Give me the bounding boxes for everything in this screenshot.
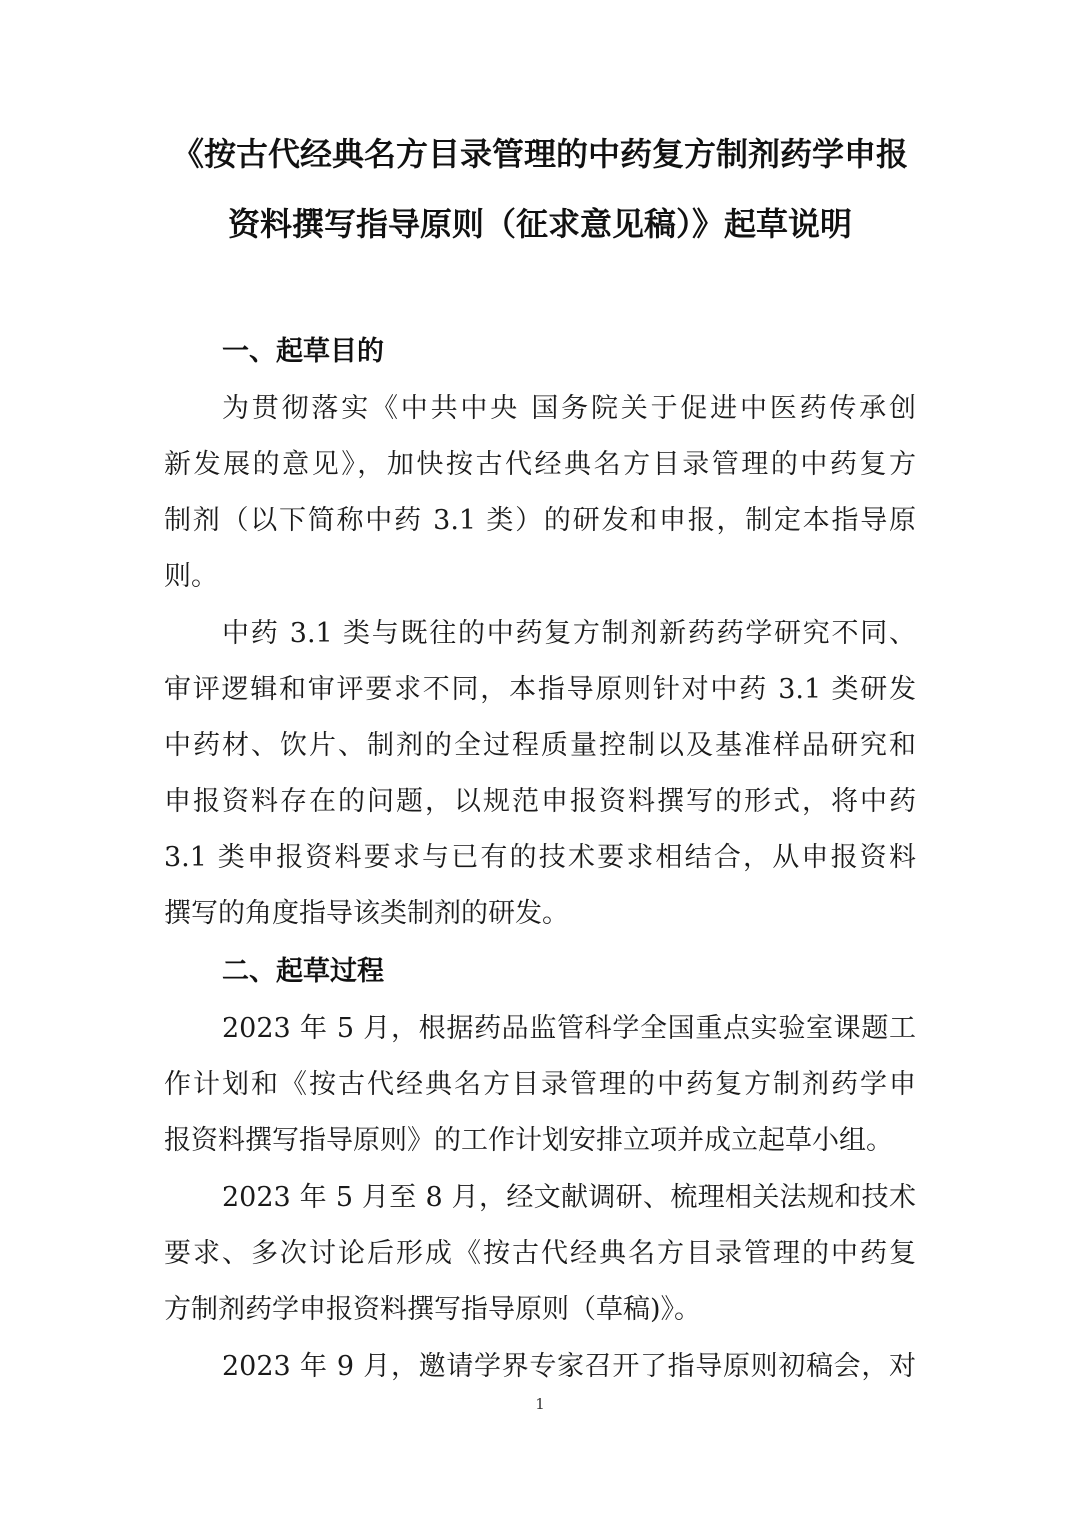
- paragraph-line: 方制剂药学申报资料撰写指导原则（草稿)》。: [164, 1294, 702, 1325]
- paragraph-line: 中药 3.1 类与既往的中药复方制剂新药药学研究不同、: [222, 618, 916, 649]
- page-number: 1: [535, 1395, 545, 1413]
- paragraph-line: 作计划和《按古代经典名方目录管理的中药复方制剂药学申: [164, 1069, 916, 1100]
- paragraph-line: 要求、多次讨论后形成《按古代经典名方目录管理的中药复: [164, 1238, 916, 1269]
- paragraph-line: 中药材、饮片、制剂的全过程质量控制以及基准样品研究和: [164, 730, 916, 761]
- document-title-line-2: 资料撰写指导原则（征求意见稿）》起草说明: [227, 205, 852, 243]
- section-heading-purpose: 一、起草目的: [222, 336, 384, 367]
- paragraph-line: 2023 年 5 月至 8 月，经文献调研、梳理相关法规和技术: [222, 1182, 916, 1213]
- paragraph-line: 撰写的角度指导该类制剂的研发。: [164, 898, 569, 929]
- paragraph-line: 审评逻辑和审评要求不同，本指导原则针对中药 3.1 类研发: [164, 674, 916, 705]
- paragraph-line: 2023 年 9 月，邀请学界专家召开了指导原则初稿会，对: [222, 1351, 916, 1382]
- paragraph-line: 为贯彻落实《中共中央 国务院关于促进中医药传承创: [222, 393, 916, 424]
- paragraph-line: 申报资料存在的问题，以规范申报资料撰写的形式，将中药: [164, 786, 916, 817]
- paragraph-line: 3.1 类申报资料要求与已有的技术要求相结合，从申报资料: [164, 842, 916, 873]
- paragraph-line: 制剂（以下简称中药 3.1 类）的研发和申报，制定本指导原: [164, 505, 916, 536]
- paragraph-line: 则。: [164, 561, 218, 592]
- paragraph-line: 2023 年 5 月，根据药品监管科学全国重点实验室课题工: [222, 1013, 916, 1044]
- section-heading-process: 二、起草过程: [222, 956, 384, 987]
- paragraph-line: 报资料撰写指导原则》的工作计划安排立项并成立起草小组。: [164, 1125, 893, 1156]
- document-title-line-1: 《按古代经典名方目录管理的中药复方制剂药学申报: [171, 135, 908, 173]
- paragraph-line: 新发展的意见》，加快按古代经典名方目录管理的中药复方: [164, 449, 916, 480]
